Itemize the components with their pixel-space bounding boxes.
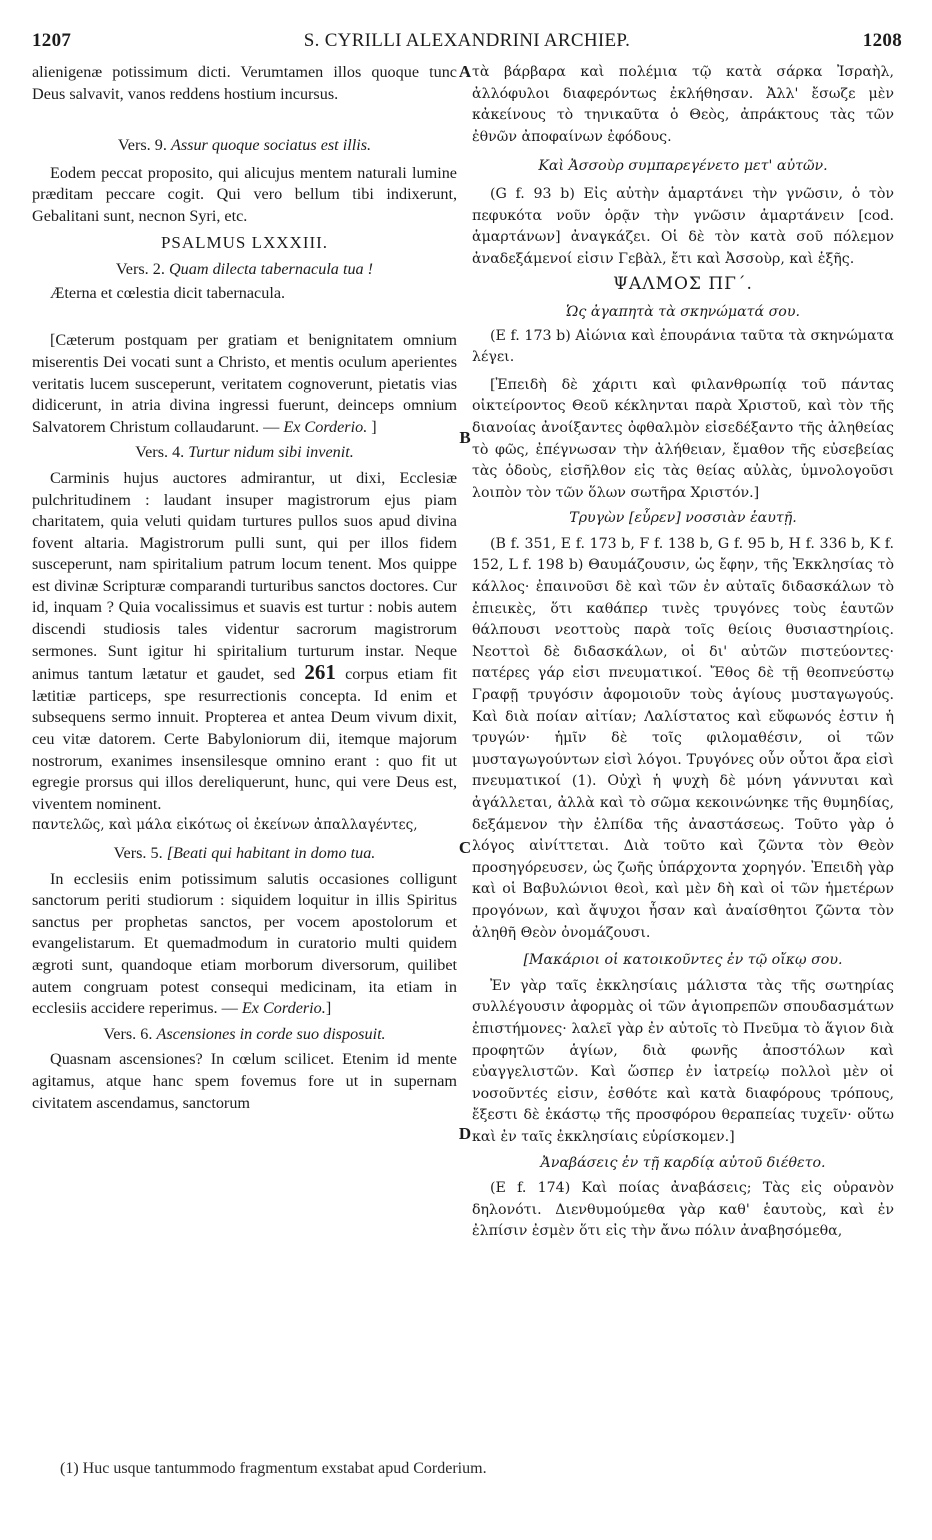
verse-heading — [32, 1024, 457, 1046]
page-header — [32, 30, 902, 56]
source-citation: Ex Corderio. — [283, 417, 368, 436]
verse-heading — [472, 950, 894, 972]
verse-text: Ὡς ἀγαπητὰ τὰ σκηνώματά σου. — [566, 303, 800, 320]
greek-paragraph: τὰ βάρβαρα καὶ πολέμια τῷ κατὰ σάρκα Ἰσραὴλ, ἀλλόφυλοι διαφερόντως ἐκλήθησαν. Ἀλλ' ἔσωζε μὲν κἀκείνους τὸ τηνικαῦτα ὁ Θεὸς, ἀπράκτους τὰς τῶν ἐθνῶν ἀποφαίνων ἐφόδους. — [472, 64, 894, 145]
greek-paragraph: (B f. 351, E f. 173 b, F f. 138 b, G f. 95 b, H f. 336 b, K f. 152, L f. 198 b) Θαυμάζουσιν, ὡς ἔφην, τῆς Ἐκκλησίας τὸ κάλλος· ἐπαινοῦσι δὲ καὶ τῶν ἐν αὐταῖς διδασκάλων τὸ ἐπιεικὲς, ὅτι καθάπερ τινὲς τρυγόνες τοὺς ἑαυτῶν θάλπουσι νεοττοὺς παρὰ τοῖς θείοις θυσιαστηρίοις. Νεοττοὶ δὲ διδασκάλων, οἱ δι' αὐτῶν πιστεύοντες· πατέρες γάρ εἰσι πνευματικοί. Ἔθος δὲ τῇ θεοπνεύστῳ Γραφῇ τρυγόσιν ἀφομοιοῦν τοὺς ἁγίους μυσταγωγούς. Καὶ διὰ ποίαν αἰτίαν; Λαλίστατος καὶ εὔφωνός ἐστιν ἡ τρυγών· ἡμῖν δὲ τοῖς φιλομαθέσιν, οἱ τῶν μυσταγωγούντων εἰσὶ λόγοι. Τρυγόνες οὖν οὗτοι ἄρα εἰσὶ πνευματικοί (1). Οὐχὶ ἡ ψυχὴ δὲ μόνη γάννυται καὶ ἀγάλλεται, ἀλλὰ καὶ τὸ σῶμα κεκοινώνηκε τῆς θυμηδίας, δεξάμενον τὴν ἐλπίδα τῆς ἀναστάσεως. Τοῦτο γὰρ ὁ λόγος αἰνίττεται. Διὰ τοῦτο καὶ ζῶντα τὸν Θεὸν προσηγόρευσεν, ὡς ζωῆς ὑπάρχοντα χορηγόν. Ἐπειδὴ γὰρ καὶ οἱ Βαβυλώνιοι θεοὶ, καὶ μὲν δὴ καὶ οἱ τῶν ἡμετέρων προγόνων, καὶ ἄψυχοι ἦσαν καὶ ἀναίσθητοι ζῶντα τὸν ἀληθῆ Θεὸν ὀνομάζουσι. — [472, 535, 894, 941]
verse-text: Τρυγὼν [εὗρεν] νοσσιὰν ἑαυτῇ. — [569, 510, 797, 527]
greek-paragraph: (E f. 174) Καὶ ποίας ἀναβάσεις; Τὰς εἰς οὐρανὸν δηλονότι. Διενθυμούμεθα γὰρ καθ' ἑαυτοὺς, καὶ ἐν ἐλπίσιν ἐσμὲν ὅτι εἰς τὴν ἄνω πόλιν ἀναβησόμεθα, — [472, 1180, 894, 1240]
running-title: S. CYRILLI ALEXANDRINI ARCHIEP. — [303, 30, 631, 51]
verse-text: [Beati qui habitant in domo tua. — [166, 844, 376, 862]
latin-column — [32, 62, 457, 1114]
verse-heading — [472, 302, 894, 324]
verse-heading — [32, 259, 457, 281]
psalm-heading: ΨΑΛΜΟΣ ΠΓ΄. — [613, 274, 753, 295]
latin-paragraph: Eodem peccat proposito, qui alicujus mentem naturali lumine præditam peccare cogit. Qui vero bellum tibi indixerunt, Gebalitani sunt, necnon Syri, etc. — [32, 163, 457, 225]
verse-text: Ἀναβάσεις ἐν τῇ καρδίᾳ αὐτοῦ διέθετο. — [540, 1154, 826, 1171]
greek-column — [472, 62, 894, 1243]
greek-paragraph: (G f. 93 b) Εἰς αὐτὴν ἁμαρτάνει τὴν γνῶσιν, ὁ τὸν πεφυκότα νοῦν ὁρᾷν τὴν γνῶσιν ἁμαρτάνειν [cod. ἁμαρτάνων] ἀναγκάζει. Οἱ δὲ τὸν κατὰ σοῦ πόλεμον ἀναδεξάμενοί εἰσιν Γεβὰλ, ἔτι καὶ Ἀσσοὺρ, καὶ ἑξῆς. — [472, 185, 894, 267]
latin-paragraph — [32, 869, 457, 1020]
footnote: (1) Huc usque tantummodo fragmentum exstabat apud Corderium. — [60, 1460, 487, 1477]
verse-text: Turtur nidum sibi invenit. — [188, 443, 354, 462]
verse-label: Vers. 9. — [117, 136, 167, 155]
verse-heading — [32, 442, 457, 464]
greek-carryover: παντελῶς, καὶ μάλα εἰκότως οἱ ἐκείνων ἀπαλλαγέντες, — [32, 817, 418, 834]
margin-letter-a: A — [458, 62, 472, 81]
psalm-heading: PSALMUS LXXXIII. — [160, 232, 329, 252]
bracket: ] — [325, 999, 332, 1018]
margin-letter-c: C — [458, 838, 472, 857]
page-number-left: 1207 — [32, 30, 72, 51]
latin-paragraph: Quasnam ascensiones? In cœlum scilicet. Etenim id mente agitamus, atque hanc spem fovemus fore ut in supernam civitatem ascendamus, sanctorum — [32, 1050, 457, 1112]
paragraph-text: In ecclesiis enim potissimum salutis occasiones colligunt sanctorum periti studiorum : siquidem loquitur in illis Spiritus sanctus per prophetas sanctos, per vocem apostolorum et evangelistarum. Et quemadmodum in curatorio multi quidem ægroti sunt, quandoque etiam morborum diversorum, quilibet autem congruam potest consequi medicinam, ita etiam in ecclesiis accidere reperimus. — — [32, 869, 457, 1018]
verse-label: Vers. 2. — [115, 260, 165, 279]
paragraph-text: corpus etiam fit lætitiæ particeps, spe resurrectionis concepta. Id enim et subsequens sermo innuit. Propterea et antea Deum vivum dixit, ceu vitæ datorem. Certe Babyloniorum dii, itemque majorum nostrorum, exanimes insensilesque omnino erant : quo fit ut egregie prorsus qui illos dereliquerunt, hunc, qui vere Deus est, viventem nominent. — [32, 665, 458, 813]
verse-label: Vers. 4. — [135, 443, 185, 462]
latin-paragraph — [32, 468, 457, 816]
verse-label: Vers. 5. — [113, 844, 163, 862]
paragraph-text: [Cæterum postquam per gratiam et benignitatem omnium miserentis Dei vocati sunt a Christo, et mentis oculum aperientes veritatis lucem susceperunt, veritatem cognoverunt, pietatis vias didicerunt, in atria divina ingressi fuerunt, deinceps omnium Salvatorem Christum collaudarunt. — — [32, 331, 457, 436]
verse-heading — [472, 1153, 894, 1175]
verse-text: Καὶ Ἀσσοὺρ συμπαρεγένετο μετ' αὐτῶν. — [538, 158, 828, 175]
latin-paragraph: alienigenæ potissimum dicti. Verumtamen illos quoque tunc Deus salvavit, vanos reddens hostium incursus. — [32, 63, 457, 103]
greek-paragraph: Ἐν γὰρ ταῖς ἐκκλησίαις μάλιστα τὰς τῆς σωτηρίας συλλέγουσιν ἀφορμὰς οἱ τῶν ἁγιοπρεπῶν σπουδασμάτων ἐπιστήμονες· λαλεῖ γὰρ ἐν αὐτοῖς τὸ Πνεῦμα τὸ ἅγιον διὰ προφητῶν ἁγίων, διὰ φωνῆς ἀποστόλων καὶ εὐαγγελιστῶν. Καὶ ὥσπερ ἐν ἰατρείῳ πολλοὶ μὲν οἱ νοσοῦντές εἰσιν, ἐσθότε καὶ κατὰ διαφόρους τρόπους, ἔξεστι δὲ ἑκάστῳ τῆς προσφόρου θεραπείας τυχεῖν· οὕτω καὶ ἐν ταῖς ἐκκλησίαις εὑρίσκομεν.] — [472, 977, 894, 1145]
page-number-right: 1208 — [862, 30, 902, 51]
verse-heading — [472, 508, 894, 530]
latin-paragraph — [32, 330, 457, 438]
paragraph-text: Carminis hujus auctores admirantur, ut dixi, Ecclesiæ pulchritudinem : laudant insuper magistrorum ejus piam charitatem, quia veluti quidam turtures pullos suos apud divina fovent altaria. Magistrorum pulli sunt, qui per illos fidem susceperunt, nam spiritalium patrum locum tenent. Mos quippe est divinæ Scripturæ comparandi turturibus sanctos doctores. Cur id, inquam ? Quia vocalissimus et suavis est turtur : nobis autem discendi studiosis tales videntur sacrorum magistrorum sermones. Sunt igitur hi spiritalium turturum instar. Neque animus tantum lætatur et gaudet, sed — [32, 468, 457, 684]
verse-text: [Μακάριοι οἱ κατοικοῦντες ἐν τῷ οἴκῳ σου. — [523, 952, 843, 969]
verse-text: Ascensiones in corde suo disposuit. — [156, 1024, 386, 1043]
greek-paragraph: (E f. 173 b) Αἰώνια καὶ ἐπουράνια ταῦτα τὰ σκηνώματα λέγει. — [472, 327, 894, 366]
verse-text: Quam dilecta tabernacula tua ! — [168, 260, 374, 279]
margin-letter-d: D — [458, 1124, 472, 1143]
bracket: ] — [371, 417, 377, 436]
verse-heading — [32, 135, 457, 157]
verse-text: Assur quoque sociatus est illis. — [170, 136, 372, 155]
verse-label: Vers. 6. — [103, 1024, 153, 1043]
verse-heading — [32, 843, 457, 865]
verse-heading — [472, 156, 894, 178]
latin-paragraph: Æterna et cœlestia dicit tabernacula. — [50, 283, 286, 302]
margin-letter-b: B — [459, 428, 471, 447]
column-number: 261 — [304, 660, 336, 685]
greek-paragraph: [Ἐπειδὴ δὲ χάριτι καὶ φιλανθρωπίᾳ τοῦ πάντας οἰκτείροντος Θεοῦ κέκληνται παρὰ Χριστοῦ, καὶ τὸν τῆς διανοίας ἀνοίξαντες ὀφθαλμὸν εἰσεδέξαντο τῆς ἀληθείας τὸ φῶς, ἐπέγνωσαν τὴν ἀλήθειαν, ἔμαθον τῆς εὐσεβείας τὰς ὁδοὺς, εἰσῆλθον εἰς τὰς θείας αὐλὰς, ὑμνολογοῦσι λοιπὸν τὸν τῶν ὅλων σωτῆρα Χριστόν.] — [472, 376, 894, 501]
source-citation: Ex Corderio. — [241, 999, 326, 1018]
